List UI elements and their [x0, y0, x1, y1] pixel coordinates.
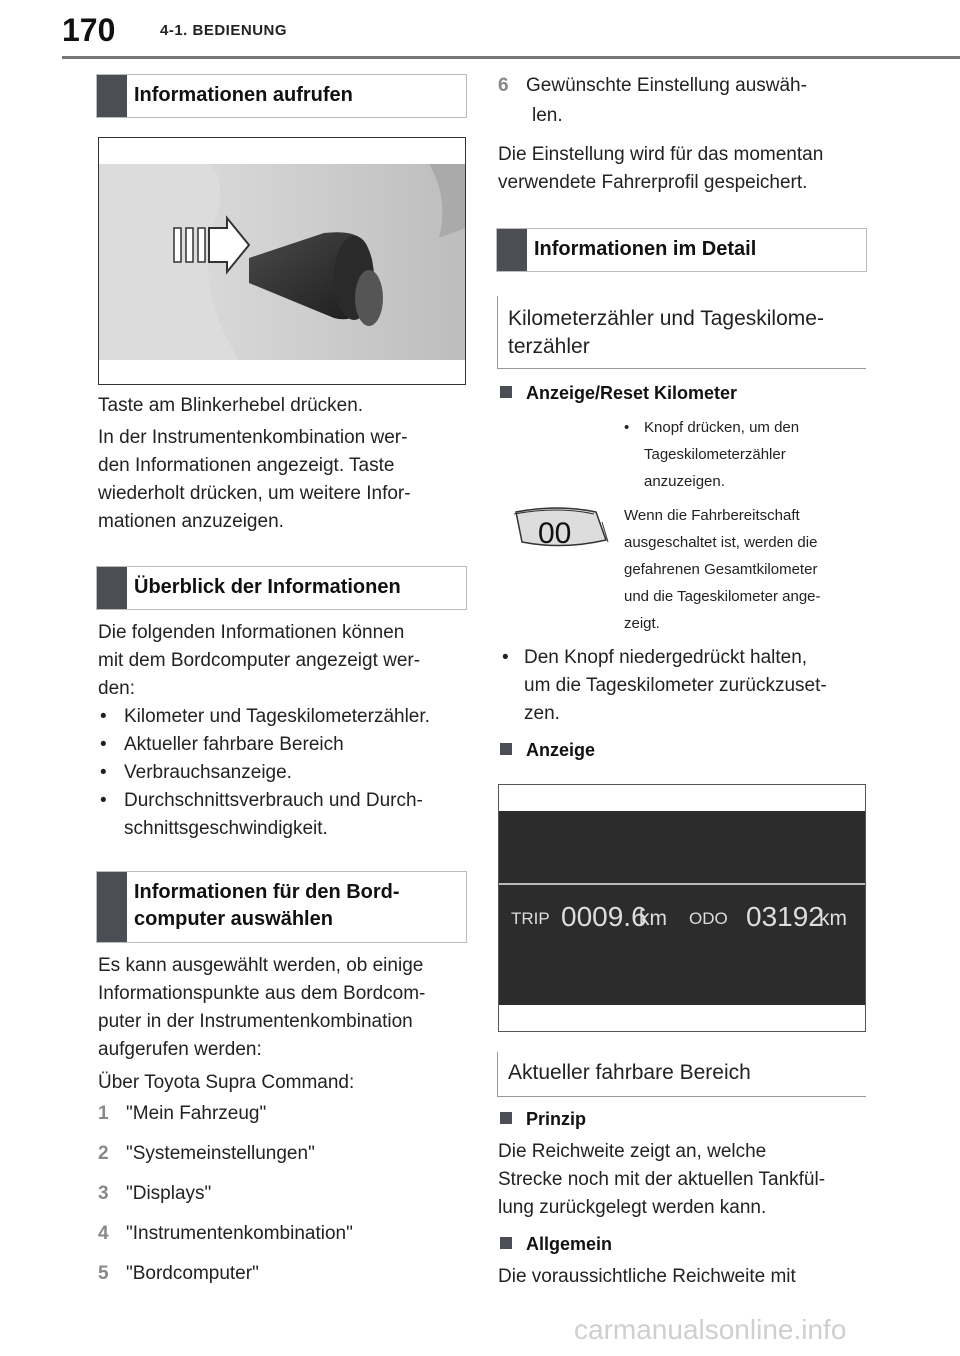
display-highlight-line: [499, 883, 865, 885]
trip-reset-button-icon: [508, 502, 612, 552]
para-instrument-1: In der Instrumentenkombination wer-: [98, 427, 408, 448]
figure-blinkerhebel: [98, 137, 466, 385]
para-gespeichert-2: verwendete Fahrerprofil gespeichert.: [498, 172, 808, 193]
bullet-dot: •: [100, 790, 107, 811]
bullet-item: Durchschnittsverbrauch und Durch-: [124, 790, 423, 811]
para-folgenden-1: Die folgenden Informationen können: [98, 622, 405, 643]
para-prinzip-3: lung zurückgelegt werden kann.: [498, 1197, 767, 1218]
square-marker: [500, 1112, 512, 1124]
para-ueber: Über Toyota Supra Command:: [98, 1072, 355, 1093]
chapter-title: 4-1. BEDIENUNG: [160, 22, 288, 39]
blinker-lever-illustration: [99, 138, 465, 384]
para-ausgewaehlt-1: Es kann ausgewählt werden, ob einige: [98, 955, 424, 976]
subheading-rule-bottom: [497, 1096, 866, 1097]
bullet-halten-2: um die Tageskilometer zurückzuset-: [524, 675, 827, 696]
heading-bar: [97, 75, 127, 117]
heading-text-1: Informationen für den Bord-: [134, 881, 400, 903]
bullet-item: Aktueller fahrbare Bereich: [124, 734, 344, 755]
odo-unit: km: [819, 907, 847, 930]
heading-ueberblick: [96, 566, 467, 610]
button-label: 00: [538, 517, 572, 550]
step-4: 4 "Instrumentenkombination": [98, 1223, 353, 1244]
para-instrument-4: mationen anzuzeigen.: [98, 511, 284, 532]
square-marker: [500, 1237, 512, 1249]
bullet-item-cont: schnittsgeschwindigkeit.: [124, 818, 328, 839]
sq-heading-anzeige: Anzeige: [500, 737, 595, 763]
caption-taste: Taste am Blinkerhebel drücken.: [98, 395, 364, 416]
trip-unit: km: [639, 907, 667, 930]
step-6-cont: len.: [532, 105, 563, 126]
heading-text: Informationen im Detail: [534, 238, 757, 260]
odo-value: 03192: [746, 901, 824, 932]
odo-label: ODO: [689, 909, 728, 928]
para-allgemein: Die voraussichtliche Reichweite mit: [498, 1266, 796, 1287]
para-folgenden-2: mit dem Bordcomputer angezeigt wer-: [98, 650, 421, 671]
para-folgenden-3: den:: [98, 678, 135, 699]
square-marker: [500, 386, 512, 398]
small-wenn-3: gefahrenen Gesamtkilometer: [624, 561, 818, 578]
small-wenn-1: Wenn die Fahrbereitschaft: [624, 507, 800, 524]
step-2: 2 "Systemeinstellungen": [98, 1143, 315, 1164]
heading-detail: [496, 228, 867, 272]
small-bullet-1: Knopf drücken, um den: [644, 419, 800, 436]
bullet-halten-3: zen.: [524, 703, 560, 724]
sq-heading-anzeige-reset: Anzeige/Reset Kilometer: [500, 380, 737, 406]
small-wenn-4: und die Tageskilometer ange-: [624, 588, 821, 605]
trip-label: TRIP: [511, 909, 550, 928]
page-number: 170: [62, 12, 116, 48]
step-3: 3 "Displays": [98, 1183, 212, 1204]
heading-text-2: computer auswählen: [134, 908, 333, 930]
bullet-halten-1: Den Knopf niedergedrückt halten,: [524, 647, 808, 668]
step-5: 5 "Bordcomputer": [98, 1263, 259, 1284]
small-bullet-2: Tageskilometerzähler: [644, 446, 786, 463]
subheading-rule-left: [497, 1052, 498, 1096]
step-1: 1 "Mein Fahrzeug": [98, 1103, 267, 1124]
watermark: carmanualsonline.info: [574, 1314, 847, 1345]
para-instrument-2: den Informationen angezeigt. Taste: [98, 455, 395, 476]
bullet-dot: •: [100, 734, 107, 755]
para-ausgewaehlt-2: Informationspunkte aus dem Bordcom-: [98, 983, 426, 1004]
para-prinzip-1: Die Reichweite zeigt an, welche: [498, 1141, 767, 1162]
step-6: 6 Gewünschte Einstellung auswäh-: [498, 75, 807, 96]
bullet-dot: •: [502, 647, 509, 668]
subheading-reichweite: Aktueller fahrbare Bereich: [508, 1061, 751, 1084]
subheading-rule-bottom: [497, 368, 866, 369]
heading-bordcomputer: [96, 871, 467, 943]
para-ausgewaehlt-3: puter in der Instrumentenkombination: [98, 1011, 413, 1032]
heading-bar: [97, 567, 127, 609]
heading-bar: [497, 229, 527, 271]
small-wenn-2: ausgeschaltet ist, werden die: [624, 534, 818, 551]
header-divider: [62, 56, 960, 59]
para-ausgewaehlt-4: aufgerufen werden:: [98, 1039, 262, 1060]
subheading-km-2: terzähler: [508, 335, 590, 358]
sq-heading-prinzip: Prinzip: [500, 1106, 586, 1132]
bullet-dot: •: [100, 762, 107, 783]
square-marker: [500, 743, 512, 755]
subheading-rule-left: [497, 296, 498, 368]
sq-heading-allgemein: Allgemein: [500, 1231, 612, 1257]
heading-informationen-aufrufen: [96, 74, 467, 118]
para-prinzip-2: Strecke noch mit der aktuellen Tankfül-: [498, 1169, 826, 1190]
small-bullet-3: anzuzeigen.: [644, 473, 725, 490]
heading-text: Informationen aufrufen: [134, 84, 353, 106]
subheading-km-1: Kilometerzähler und Tageskilome-: [508, 307, 824, 330]
small-bullet-dot: •: [624, 419, 630, 436]
trip-value: 0009.6: [561, 901, 647, 932]
heading-bar: [97, 872, 127, 942]
bullet-item: Verbrauchsanzeige.: [124, 762, 292, 783]
figure-display: [498, 784, 866, 1032]
small-wenn-5: zeigt.: [624, 615, 660, 632]
heading-text: Überblick der Informationen: [134, 576, 401, 598]
bullet-item: Kilometer und Tageskilometerzähler.: [124, 706, 430, 727]
bullet-dot: •: [100, 706, 107, 727]
para-instrument-3: wiederholt drücken, um weitere Infor-: [98, 483, 411, 504]
para-gespeichert-1: Die Einstellung wird für das momentan: [498, 144, 824, 165]
